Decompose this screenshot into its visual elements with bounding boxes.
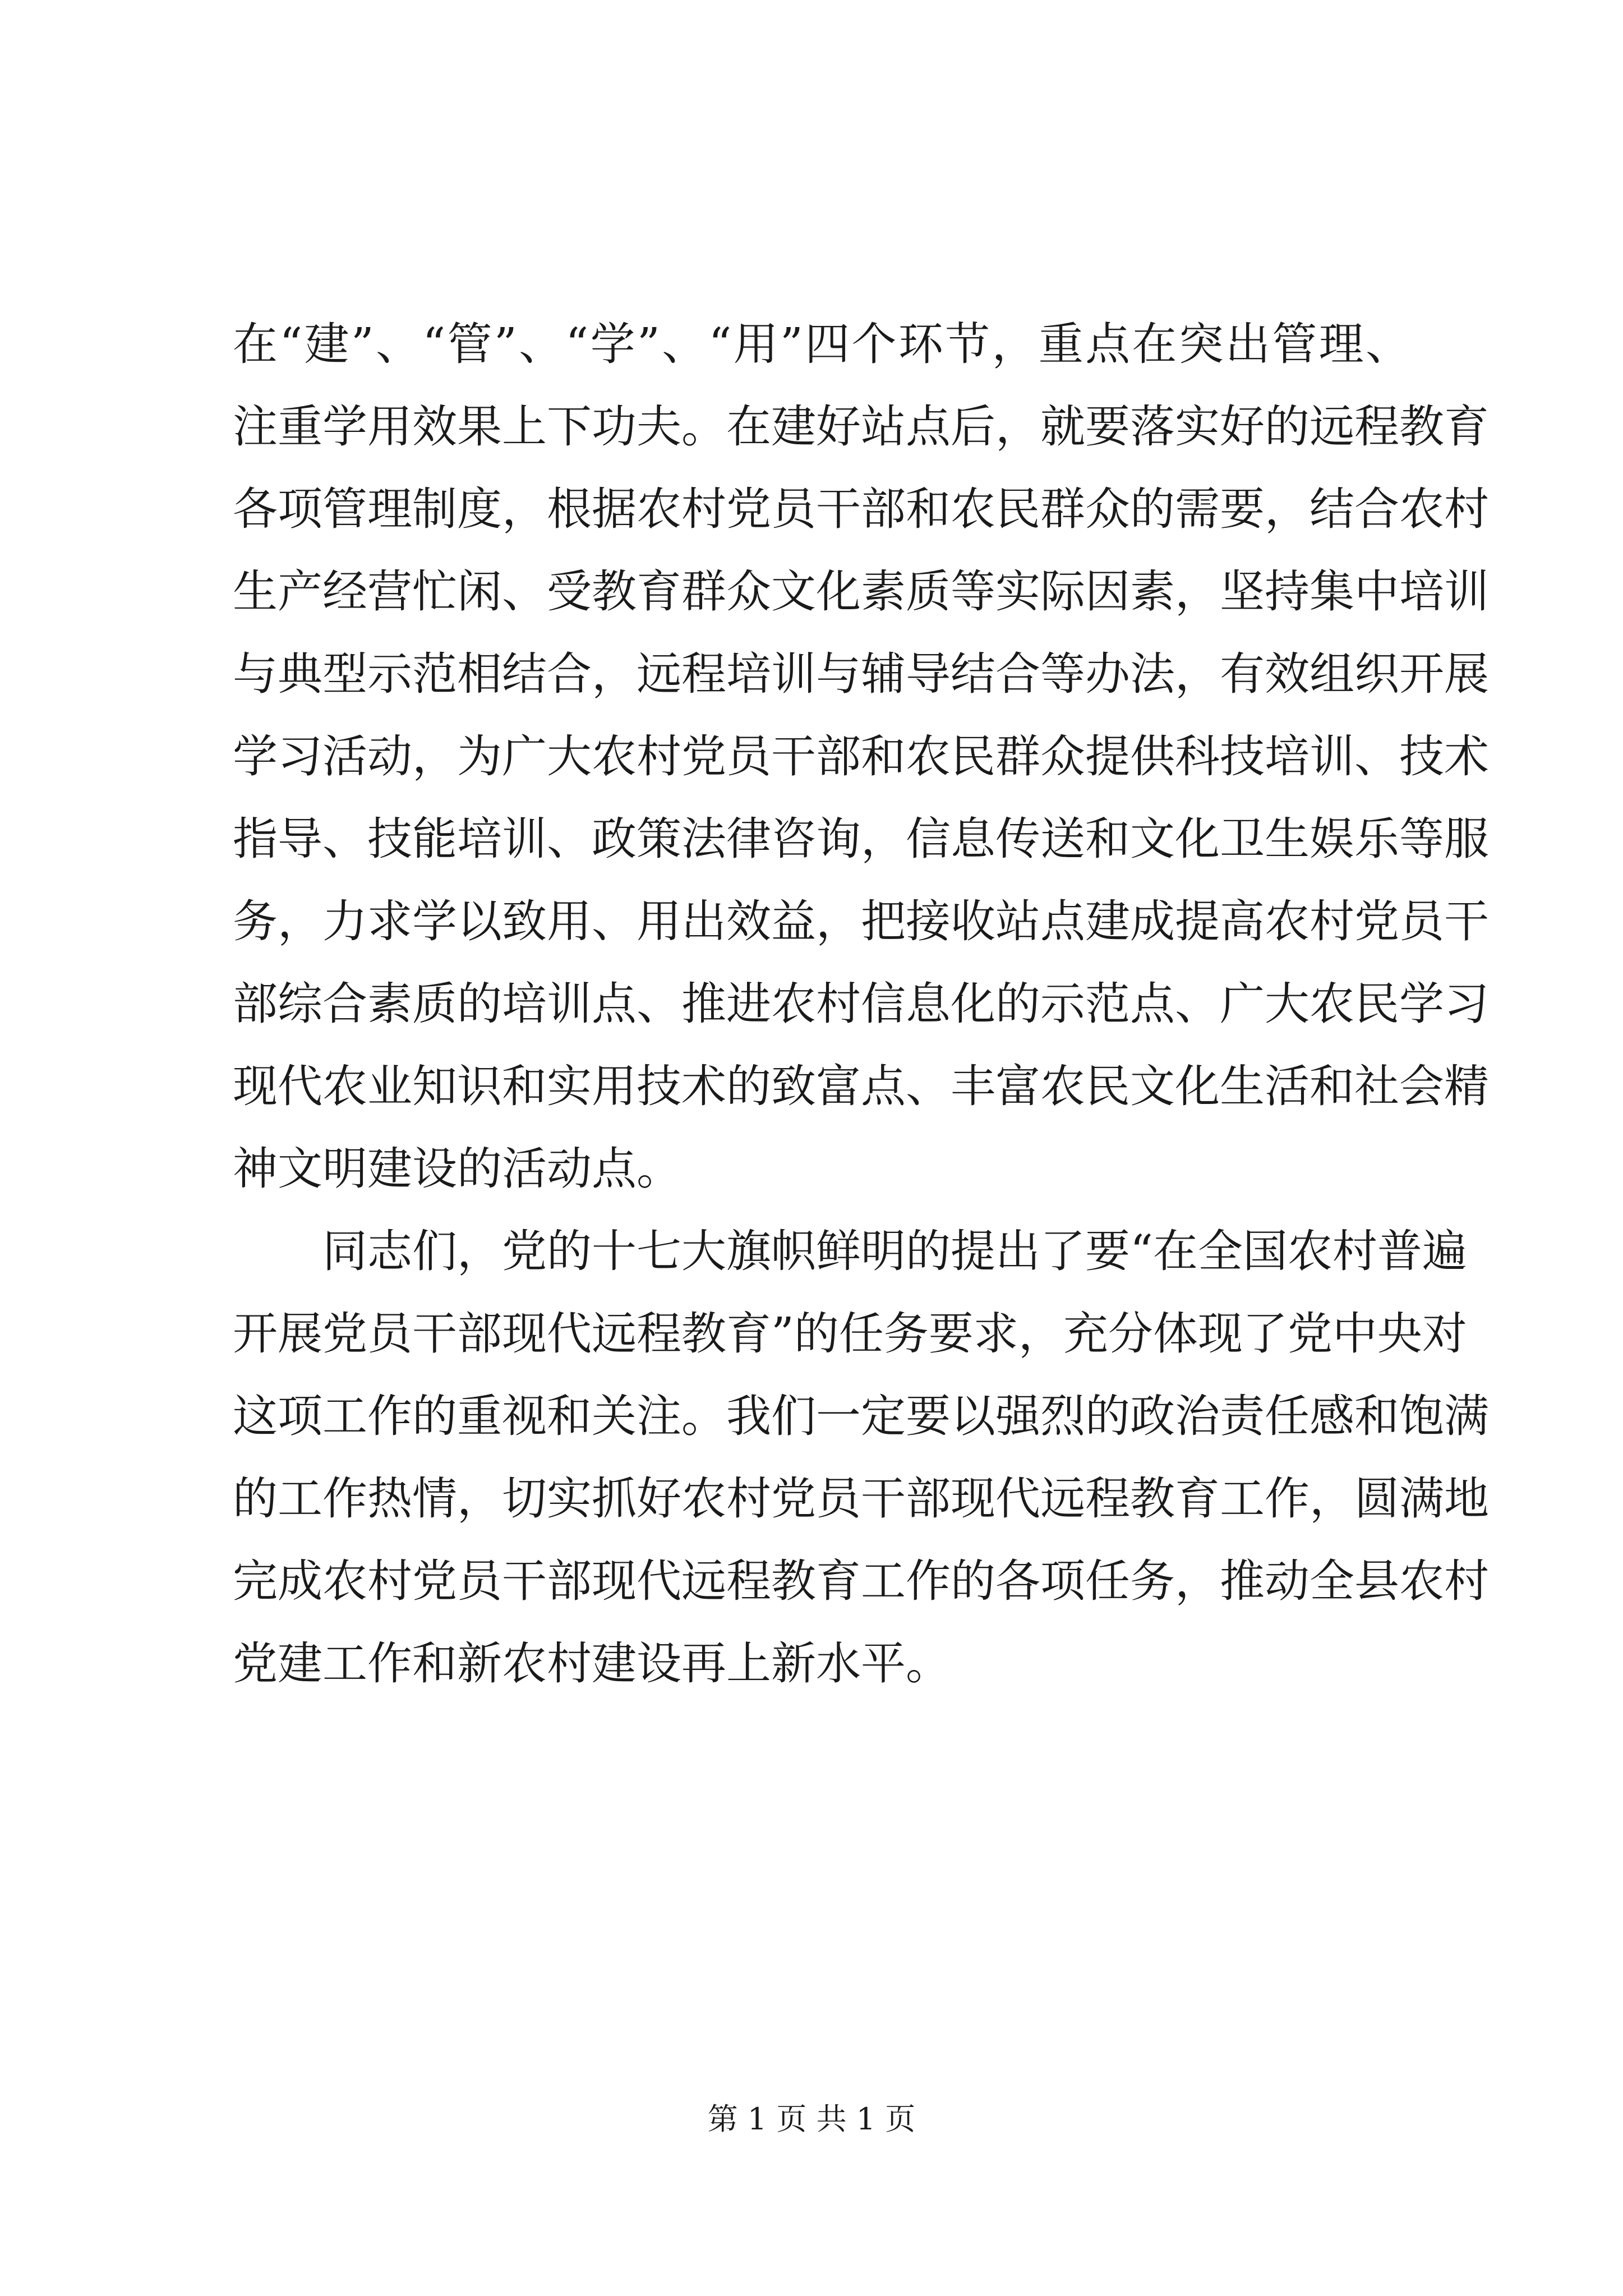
paragraph-line: 神文明建设的活动点。 [233, 1143, 681, 1195]
paragraph-line: 现代农业知识和实用技术的致富点、丰富农民文化生活和社会精 [233, 1060, 1489, 1112]
paragraph-line: 党建工作和新农村建设再上新水平。 [233, 1637, 951, 1690]
paragraph-line: 开展党员干部现代远程教育”的任务要求，充分体现了党中央对 [233, 1308, 1467, 1360]
document-body [233, 303, 1489, 1705]
paragraph-line: 这项工作的重视和关注。我们一定要以强烈的政治责任感和饱满 [233, 1390, 1489, 1442]
paragraph-line: 同志们，党的十七大旗帜鲜明的提出了要“在全国农村普遍 [322, 1225, 1467, 1277]
paragraph-line: 的工作热情，切实抓好农村党员干部现代远程教育工作，圆满地 [233, 1473, 1489, 1525]
page-footer: 第 1 页 共 1 页 [707, 2101, 916, 2137]
paragraph-1 [233, 303, 1489, 1210]
paragraph-line: 各项管理制度，根据农村党员干部和农民群众的需要，结合农村 [233, 483, 1489, 535]
paragraph-line: 生产经营忙闲、受教育群众文化素质等实际因素，坚持集中培训 [233, 565, 1489, 618]
paragraph-line: 注重学用效果上下功夫。在建好站点后，就要落实好的远程教育 [233, 401, 1489, 453]
paragraph-line: 部综合素质的培训点、推进农村信息化的示范点、广大农民学习 [233, 978, 1489, 1030]
paragraph-line: 学习活动，为广大农村党员干部和农民群众提供科技培训、技术 [233, 730, 1489, 783]
paragraph-line: 完成农村党员干部现代远程教育工作的各项任务，推动全县农村 [233, 1555, 1489, 1607]
paragraph-line: 务，力求学以致用、用出效益，把接收站点建成提高农村党员干 [233, 895, 1489, 947]
paragraph-line: 与典型示范相结合，远程培训与辅导结合等办法，有效组织开展 [233, 648, 1489, 700]
paragraph-line: 在“建”、“管”、“学”、“用”四个环节，重点在突出管理、 [233, 318, 1410, 370]
paragraph-line: 指导、技能培训、政策法律咨询，信息传送和文化卫生娱乐等服 [233, 813, 1489, 865]
paragraph-2 [233, 1210, 1489, 1705]
